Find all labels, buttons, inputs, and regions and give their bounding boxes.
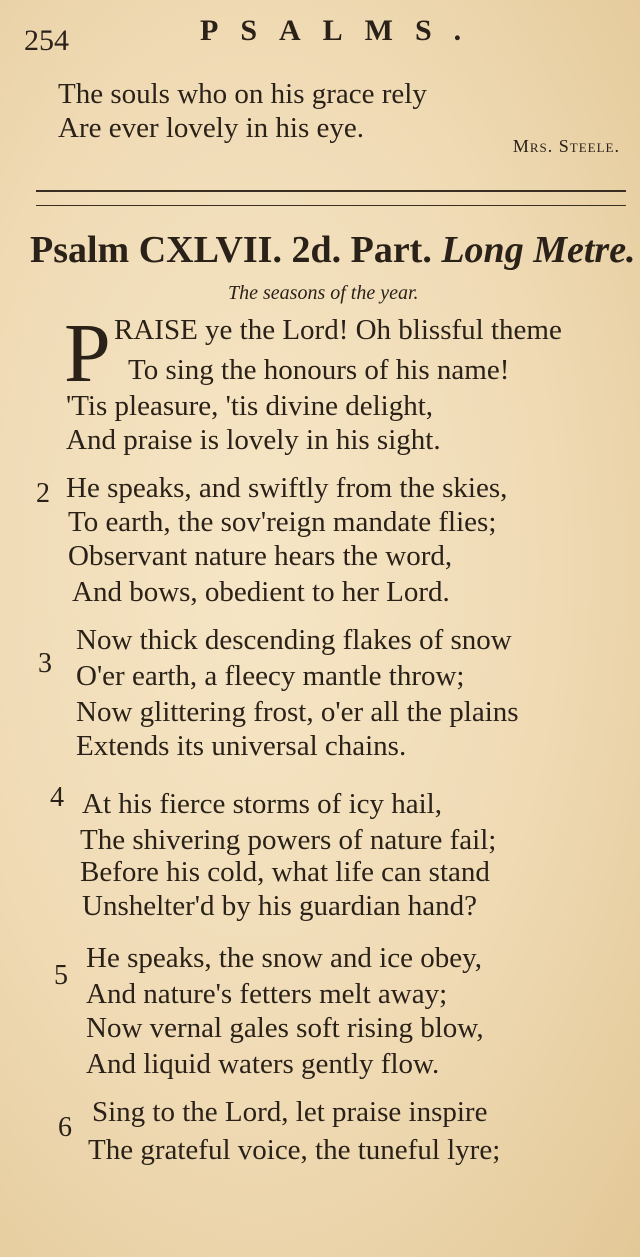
verse-line: Now glittering frost, o'er all the plains xyxy=(76,696,519,728)
verse-line: He speaks, the snow and ice obey, xyxy=(86,942,482,974)
verse-line: 'Tis pleasure, 'tis divine delight, xyxy=(66,390,434,422)
verse-line: And praise is lovely in his sight. xyxy=(66,424,441,456)
stanza-number: 2 xyxy=(36,478,50,509)
running-title: PSALMS. xyxy=(200,14,484,47)
section-divider xyxy=(36,190,626,192)
psalm-title: Psalm CXLVII. 2d. Part. xyxy=(30,229,432,271)
stanza-number: 5 xyxy=(54,960,68,991)
verse-line: To sing the honours of his name! xyxy=(128,354,510,386)
psalm-subtitle: The seasons of the year. xyxy=(228,282,419,304)
psalm-metre: Long Metre. xyxy=(441,229,636,271)
verse-line: Unshelter'd by his guardian hand? xyxy=(82,890,478,922)
verse-line: RAISE ye the Lord! Oh blissful theme xyxy=(114,314,562,346)
verse-line: To earth, the sov'reign mandate flies; xyxy=(68,506,497,538)
stanza-number: 4 xyxy=(50,782,64,813)
verse-line: Are ever lovely in his eye. xyxy=(58,112,365,144)
verse-line: Before his cold, what life can stand xyxy=(80,856,490,888)
verse-line: At his fierce storms of icy hail, xyxy=(82,788,442,820)
verse-line: Now thick descending flakes of snow xyxy=(76,624,512,656)
section-divider-thin xyxy=(36,205,626,206)
psalm-heading xyxy=(30,228,636,272)
drop-cap: P xyxy=(64,307,111,400)
verse-line: Now vernal gales soft rising blow, xyxy=(86,1012,484,1044)
verse-line: He speaks, and swiftly from the skies, xyxy=(66,472,508,504)
verse-line: And liquid waters gently flow. xyxy=(86,1048,440,1080)
stanza-number: 3 xyxy=(38,648,52,679)
verse-line: The shivering powers of nature fail; xyxy=(80,824,497,856)
verse-line: O'er earth, a fleecy mantle throw; xyxy=(76,660,465,692)
verse-line: Sing to the Lord, let praise inspire xyxy=(92,1096,488,1128)
verse-line: The grateful voice, the tuneful lyre; xyxy=(88,1134,501,1166)
verse-line: Extends its universal chains. xyxy=(76,730,407,762)
verse-line: And nature's fetters melt away; xyxy=(86,978,448,1010)
verse-line: The souls who on his grace rely xyxy=(58,78,427,110)
verse-line: And bows, obedient to her Lord. xyxy=(72,576,450,608)
page-number: 254 xyxy=(24,24,69,57)
verse-line: Observant nature hears the word, xyxy=(68,540,453,572)
attribution: Mrs. Steele. xyxy=(512,136,620,156)
stanza-number: 6 xyxy=(58,1112,72,1143)
